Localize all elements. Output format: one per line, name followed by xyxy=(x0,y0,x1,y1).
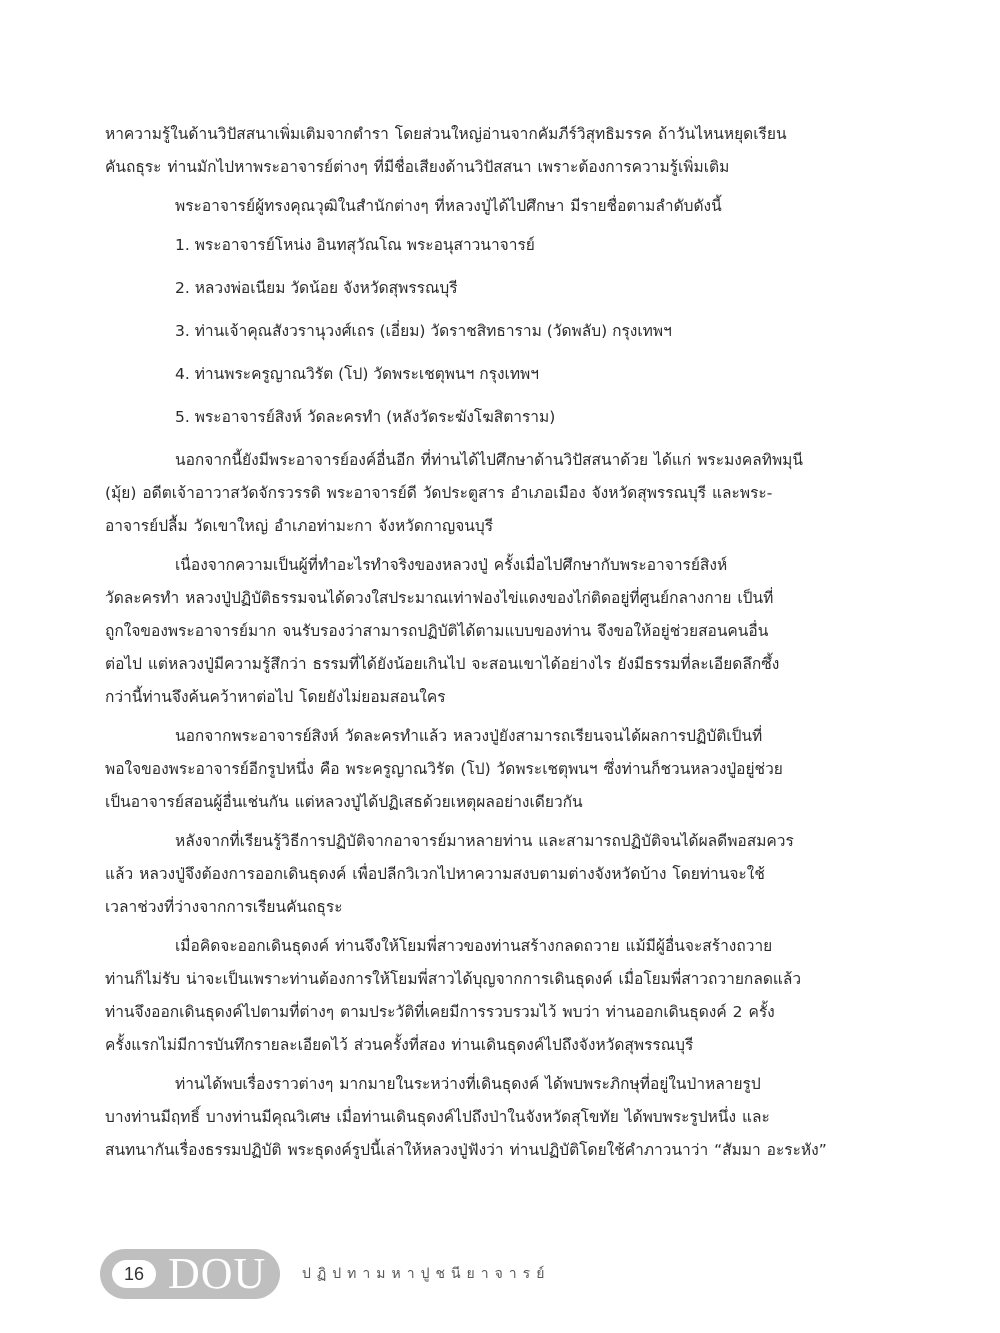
footer-badge xyxy=(100,1249,280,1299)
text-line: ครั้งแรกไม่มีการบันทึกรายละเอียดไว้ ส่วนครั้งที่สอง ท่านเดินธุดงค์ไปถึงจังหวัดสุพรรณบุรี xyxy=(105,1036,694,1054)
paragraph-dhutanga-plan xyxy=(105,825,880,924)
paragraph-other-teachers xyxy=(105,444,880,543)
text-line: นอกจากพระอาจารย์สิงห์ วัดละครทำแล้ว หลวงปู่ยังสามารถเรียนจนได้ผลการปฏิบัติเป็นที่ xyxy=(175,727,763,745)
text-line: เมื่อคิดจะออกเดินธุดงค์ ท่านจึงให้โยมพี่สาวของท่านสร้างกลดถวาย แม้มีผู้อื่นจะสร้างถวาย xyxy=(175,937,773,955)
text-line: ต่อไป แต่หลวงปู่มีความรู้สึกว่า ธรรมที่ได้ยังน้อยเกินไป จะสอนเขาได้อย่างไร ยังมีธรรมที่ละเอียดลึกซึ้ง xyxy=(105,655,780,673)
text-line: ท่านได้พบเรื่องราวต่างๆ มากมายในระหว่างที่เดินธุดงค์ ได้พบพระภิกษุที่อยู่ในป่าหลายรูป xyxy=(175,1075,761,1093)
list-item: 5. พระอาจารย์สิงห์ วัดละครทำ (หลังวัดระฆังโฆสิตาราม) xyxy=(175,408,556,426)
list-item: 3. ท่านเจ้าคุณสังวรานุวงศ์เถร (เอี่ยม) วัดราชสิทธาราม (วัดพลับ) กรุงเทพฯ xyxy=(175,322,672,340)
text-line: ท่านจึงออกเดินธุดงค์ไปตามที่ต่างๆ ตามประวัติที่เคยมีการรวบรวมไว้ พบว่า ท่านออกเดินธุดงค์ 2 ครั้ง xyxy=(105,1003,775,1021)
text-line: อาจารย์ปลื้ม วัดเขาใหญ่ อำเภอท่ามะกา จังหวัดกาญจนบุรี xyxy=(105,517,494,535)
paragraph-second-teacher xyxy=(105,720,880,819)
text-line: เนื่องจากความเป็นผู้ที่ทำอะไรทำจริงของหลวงปู่ ครั้งเมื่อไปศึกษากับพระอาจารย์สิงห์ xyxy=(175,556,728,574)
text-line: นอกจากนี้ยังมีพระอาจารย์องค์อื่นอีก ที่ท่านได้ไปศึกษาด้านวิปัสสนาด้วย ได้แก่ พระมงคลทิพมุนี xyxy=(175,451,803,469)
list-intro-paragraph xyxy=(105,190,880,223)
text-line: หาความรู้ในด้านวิปัสสนาเพิ่มเติมจากตำรา โดยส่วนใหญ่อ่านจากคัมภีร์วิสุทธิมรรค ถ้าวันไหนหยุดเรียน xyxy=(105,125,787,143)
text-line: เป็นอาจารย์สอนผู้อื่นเช่นกัน แต่หลวงปู่ได้ปฏิเสธด้วยเหตุผลอย่างเดียวกัน xyxy=(105,793,583,811)
text-line: คันถธุระ ท่านมักไปหาพระอาจารย์ต่างๆ ที่มีชื่อเสียงด้านวิปัสสนา เพราะต้องการความรู้เพิ่มเติม xyxy=(105,158,730,176)
page-number: 16 xyxy=(112,1260,156,1288)
text-line: เวลาช่วงที่ว่างจากการเรียนคันถธุระ xyxy=(105,898,343,916)
text-line: (มุ้ย) อดีตเจ้าอาวาสวัดจักรวรรดิ พระอาจารย์ดี วัดประตูสาร อำเภอเมือง จังหวัดสุพรรณบุรี และพระ- xyxy=(105,484,773,502)
paragraph-umbrella xyxy=(105,930,880,1062)
paragraph-encounters xyxy=(105,1068,880,1167)
text-line: สนทนากันเรื่องธรรมปฏิบัติ พระธุดงค์รูปนี้เล่าให้หลวงปู่ฟังว่า ท่านปฏิบัติโดยใช้คำภาวนาว่า “สัมมา อะระหัง” xyxy=(105,1141,827,1159)
paragraph-practice xyxy=(105,549,880,714)
intro-paragraph xyxy=(105,118,880,184)
text-line: ท่านก็ไม่รับ น่าจะเป็นเพราะท่านต้องการให้โยมพี่สาวได้บุญจากการเดินธุดงค์ เมื่อโยมพี่สาวถวายกลดแล้ว xyxy=(105,970,802,988)
list-item: 1. พระอาจารย์โหน่ง อินทสุวัณโณ พระอนุสาวนาจารย์ xyxy=(175,236,535,254)
teacher-list xyxy=(105,229,880,434)
text-line: วัดละครทำ หลวงปู่ปฏิบัติธรรมจนได้ดวงใสประมาณเท่าฟองไข่แดงของไก่ติดอยู่ที่ศูนย์กลางกาย เป็นที่ xyxy=(105,589,774,607)
text-line: หลังจากที่เรียนรู้วิธีการปฏิบัติจากอาจารย์มาหลายท่าน และสามารถปฏิบัติจนได้ผลดีพอสมควร xyxy=(175,832,794,850)
text-line: พระอาจารย์ผู้ทรงคุณวุฒิในสำนักต่างๆ ที่หลวงปู่ได้ไปศึกษา มีรายชื่อตามลำดับดังนี้ xyxy=(175,197,722,215)
text-line: พอใจของพระอาจารย์อีกรูปหนึ่ง คือ พระครูญาณวิรัต (โป) วัดพระเชตุพนฯ ซึ่งท่านก็ชวนหลวงปู่อยู่ช่วย xyxy=(105,760,783,778)
book-title: ปฏิปทามหาปูชนียาจารย์ xyxy=(302,1266,551,1282)
text-line: แล้ว หลวงปู่จึงต้องการออกเดินธุดงค์ เพื่อปลีกวิเวกไปหาความสงบตามต่างจังหวัดบ้าง โดยท่านจะใช้ xyxy=(105,865,765,883)
text-line: ถูกใจของพระอาจารย์มาก จนรับรองว่าสามารถปฏิบัติได้ตามแบบของท่าน จึงขอให้อยู่ช่วยสอนคนอื่น xyxy=(105,622,769,640)
page-body xyxy=(105,118,880,1173)
list-item: 2. หลวงพ่อเนียม วัดน้อย จังหวัดสุพรรณบุรี xyxy=(175,279,458,297)
list-item: 4. ท่านพระครูญาณวิรัต (โป) วัดพระเชตุพนฯ กรุงเทพฯ xyxy=(175,365,539,383)
dou-logo: DOU xyxy=(168,1249,267,1298)
text-line: บางท่านมีฤทธิ์ บางท่านมีคุณวิเศษ เมื่อท่านเดินธุดงค์ไปถึงป่าในจังหวัดสุโขทัย ได้พบพระรูปหนึ่ง และ xyxy=(105,1108,770,1126)
page-footer xyxy=(100,1249,900,1299)
text-line: กว่านี้ท่านจึงค้นคว้าหาต่อไป โดยยังไม่ยอมสอนใคร xyxy=(105,688,446,706)
